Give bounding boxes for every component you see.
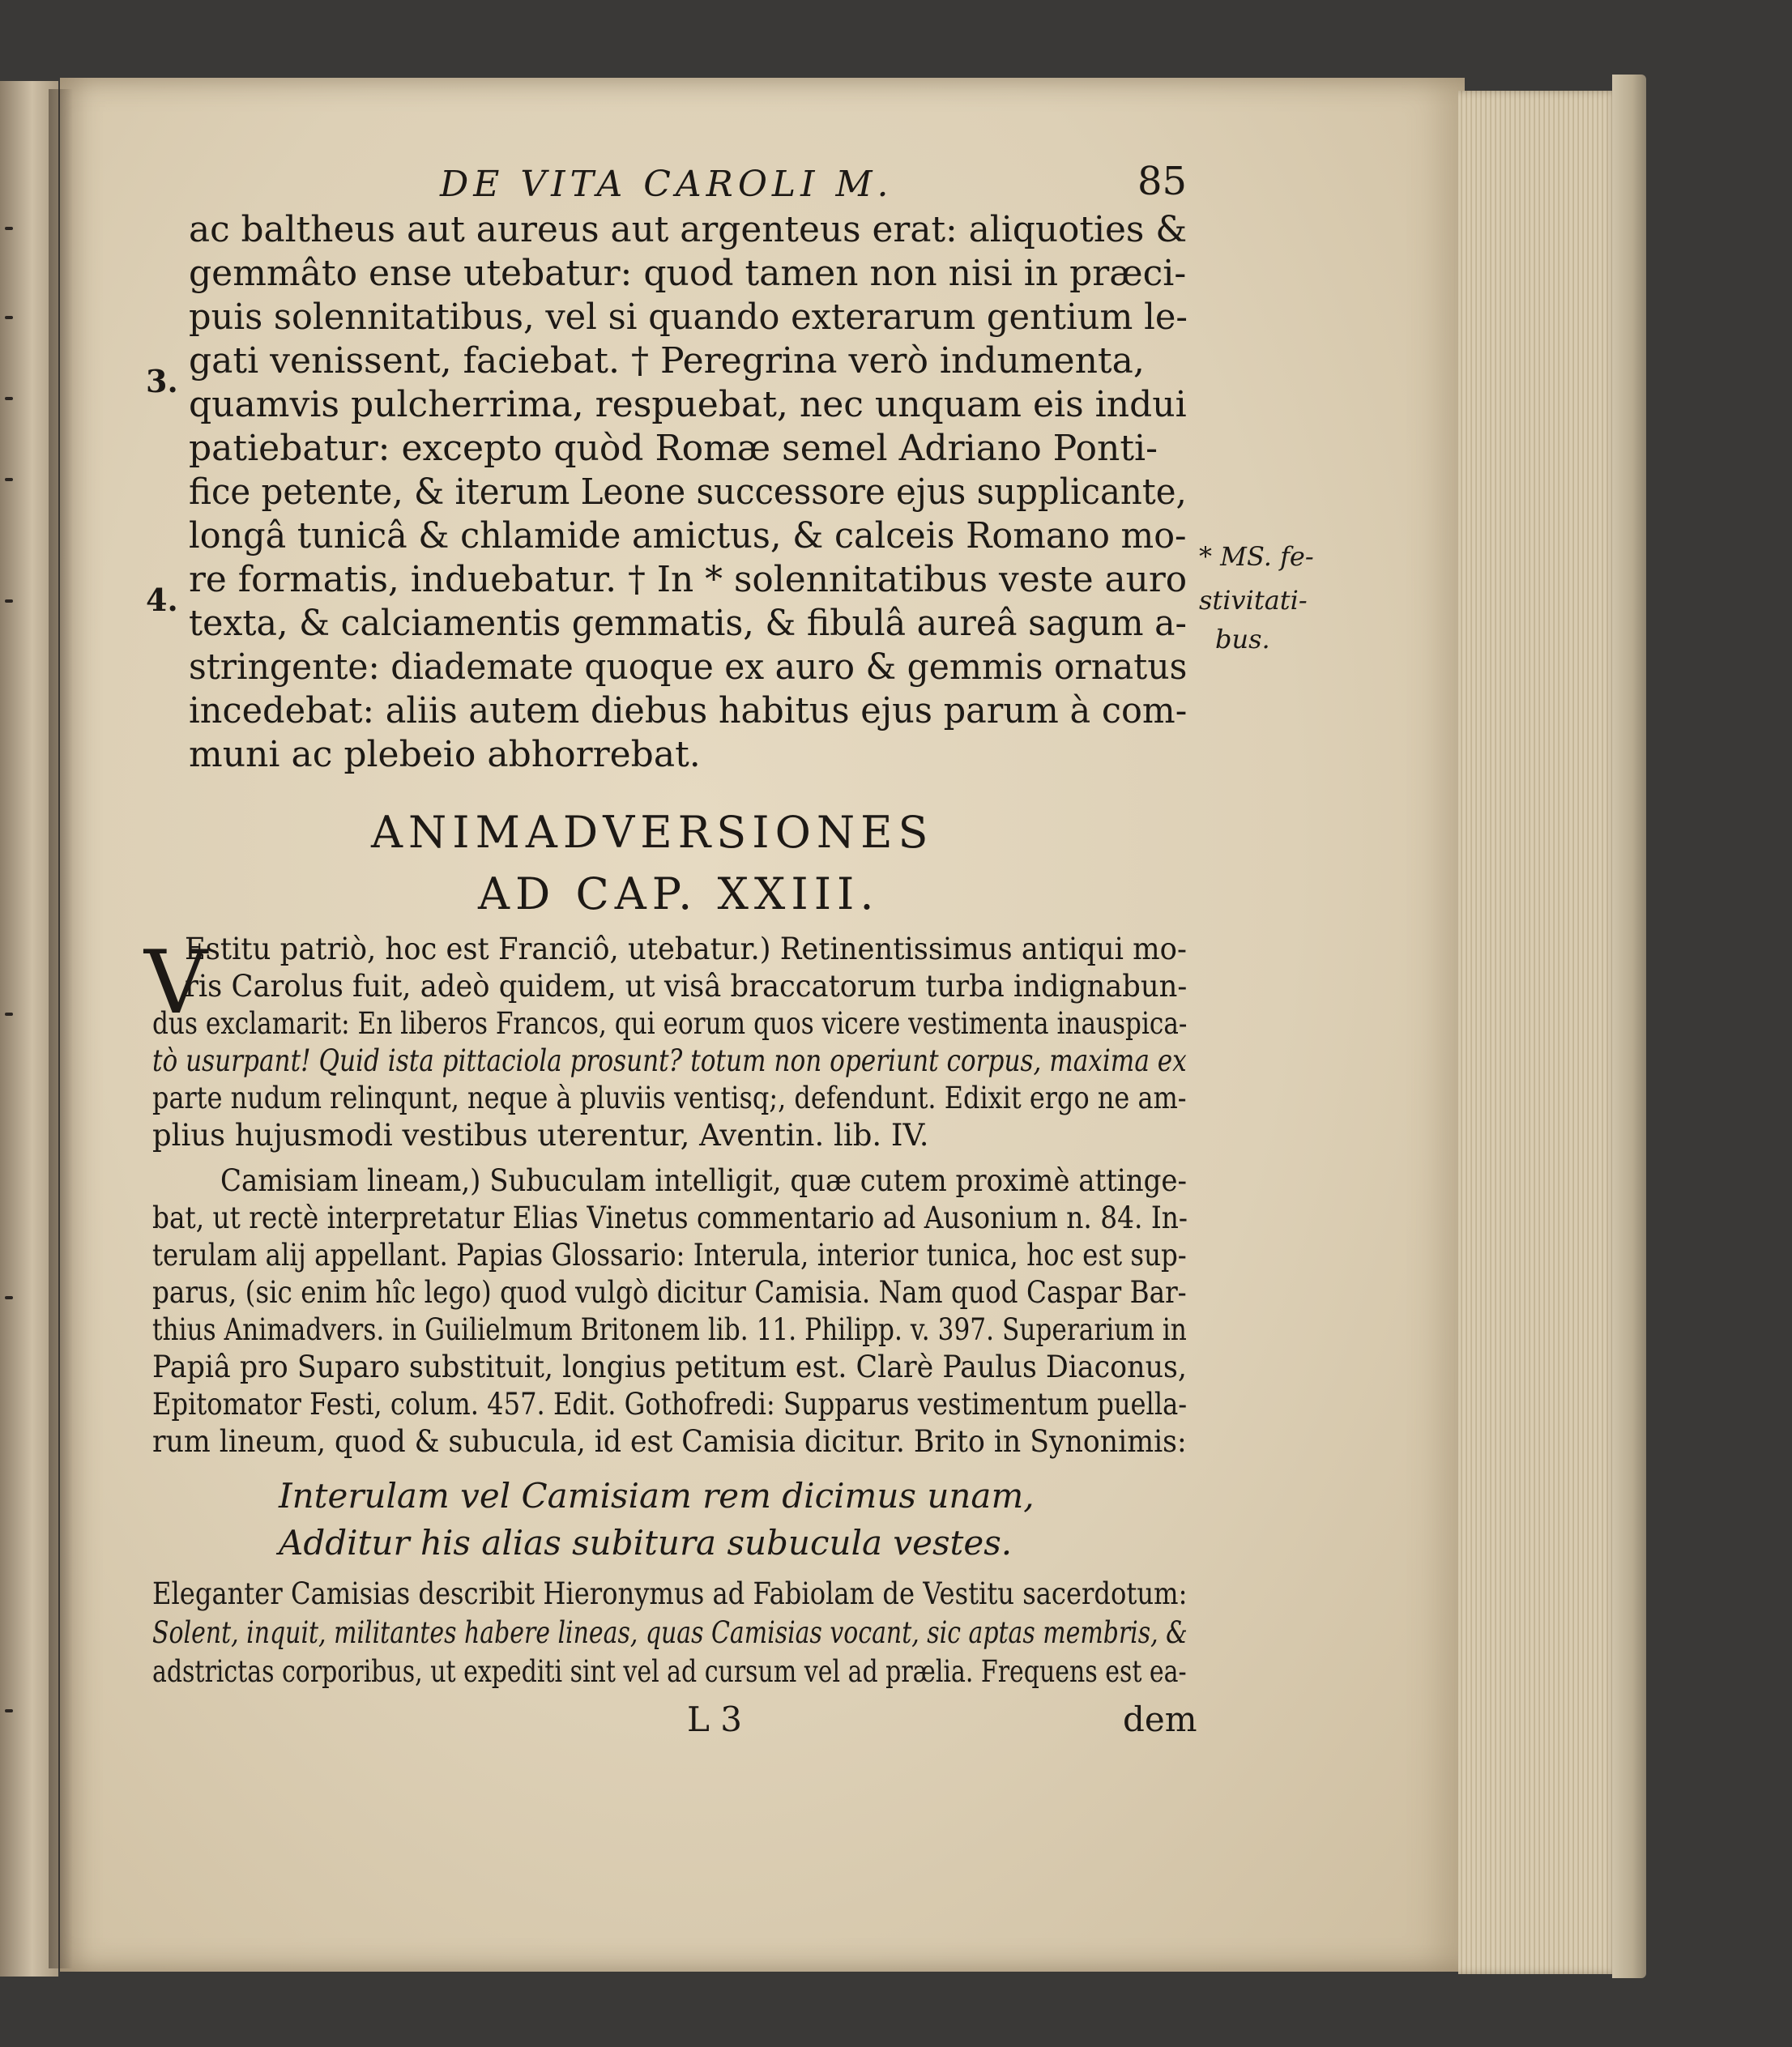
margin-note-line: * MS. fe- xyxy=(1199,541,1314,572)
signature-mark: L 3 xyxy=(687,1699,742,1739)
text-line: incedebat: aliis autem diebus habitus ejus parum à com- xyxy=(189,690,1188,731)
note-line: Eleganter Camisias describit Hieronymus ad Fabiolam de Vestitu sacerdotum: xyxy=(152,1576,1188,1611)
note-line: dus exclamarit: En liberos Francos, qui eorum quos vicere vestimenta inauspica- xyxy=(152,1006,1188,1041)
verse-line: Interulam vel Camisiam rem dicimus unam, xyxy=(279,1476,1035,1516)
text-line: patiebatur: excepto quòd Romæ semel Adriano Ponti- xyxy=(189,428,1158,469)
note-line: thius Animadvers. in Guilielmum Britonem lib. 11. Philipp. v. 397. Superarium in xyxy=(152,1312,1187,1347)
text-line: muni ac plebeio abhorrebat. xyxy=(189,734,701,775)
note-line: parus, (sic enim hîc lego) quod vulgò dicitur Camisia. Nam quod Caspar Bar- xyxy=(152,1275,1187,1310)
note-line: Estitu patriò, hoc est Franciô, utebatur.) Retinentissimus antiqui mo- xyxy=(185,932,1187,966)
margin-note-line: bus. xyxy=(1215,624,1270,655)
page-number: 85 xyxy=(1137,159,1188,204)
note-line: parte nudum relinqunt, neque à pluviis ventisq;, defendunt. Edixit ergo ne am- xyxy=(152,1081,1187,1115)
section-heading: ANIMADVERSIONES xyxy=(371,807,934,858)
note-line: Epitomator Festi, colum. 457. Edit. Gothofredi: Supparus vestimentum puella- xyxy=(152,1387,1188,1422)
text-line: ac baltheus aut aureus aut argenteus erat: aliquoties & xyxy=(189,209,1188,250)
margin-number: 3. xyxy=(146,363,178,399)
catchword: dem xyxy=(1123,1699,1197,1739)
text-line: texta, & calciamentis gemmatis, & fibulâ aureâ sagum a- xyxy=(189,603,1187,644)
note-line: terulam alij appellant. Papias Glossario: Interula, interior tunica, hoc est sup- xyxy=(152,1238,1187,1273)
note-line: adstrictas corporibus, ut expediti sint vel ad cursum vel ad prælia. Frequens est ea- xyxy=(152,1654,1187,1689)
note-line: Solent, inquit, militantes habere lineas, quas Camisias vocant, sic aptas membris, & xyxy=(152,1615,1188,1650)
text-line: longâ tunicâ & chlamide amictus, & calceis Romano mo- xyxy=(189,515,1187,557)
note-line: ris Carolus fuit, adeò quidem, ut visâ braccatorum turba indignabun- xyxy=(185,969,1188,1004)
text-line: gemmâto ense utebatur: quod tamen non nisi in præci- xyxy=(189,253,1187,294)
text-line: re formatis, induebatur. † In * solennitatibus veste auro xyxy=(189,559,1188,600)
note-line: tò usurpant! Quid ista pittaciola prosunt? totum non operiunt corpus, maxima ex xyxy=(152,1043,1187,1078)
drop-cap: V xyxy=(144,932,207,1034)
note-line: Camisiam lineam,) Subuculam intelligit, quæ cutem proximè attinge- xyxy=(220,1163,1188,1198)
text-line: puis solennitatibus, vel si quando exterarum gentium le- xyxy=(189,296,1188,338)
section-subheading: AD CAP. XXIII. xyxy=(478,868,880,919)
text-line: stringente: diademate quoque ex auro & gemmis ornatus xyxy=(189,646,1188,688)
margin-note-line: stivitati- xyxy=(1199,585,1308,616)
text-line: fice petente, & iterum Leone successore ejus supplicante, xyxy=(189,471,1187,513)
margin-number: 4. xyxy=(146,582,178,618)
text-line: quamvis pulcherrima, respuebat, nec unquam eis indui xyxy=(189,384,1187,425)
note-line: Papiâ pro Suparo substituit, longius petitum est. Clarè Paulus Diaconus, xyxy=(152,1350,1187,1384)
verse-line: Additur his alias subitura subucula vestes. xyxy=(279,1523,1013,1563)
note-line: rum lineum, quod & subucula, id est Camisia dicitur. Brito in Synonimis: xyxy=(152,1424,1187,1459)
note-line: plius hujusmodi vestibus uterentur, Aventin. lib. IV. xyxy=(152,1118,929,1153)
running-head: DE VITA CAROLI M. xyxy=(440,164,894,205)
text-line: gati venissent, faciebat. † Peregrina verò indumenta, xyxy=(189,340,1145,382)
note-line: bat, ut rectè interpretatur Elias Vinetus commentario ad Ausonium n. 84. In- xyxy=(152,1200,1188,1235)
